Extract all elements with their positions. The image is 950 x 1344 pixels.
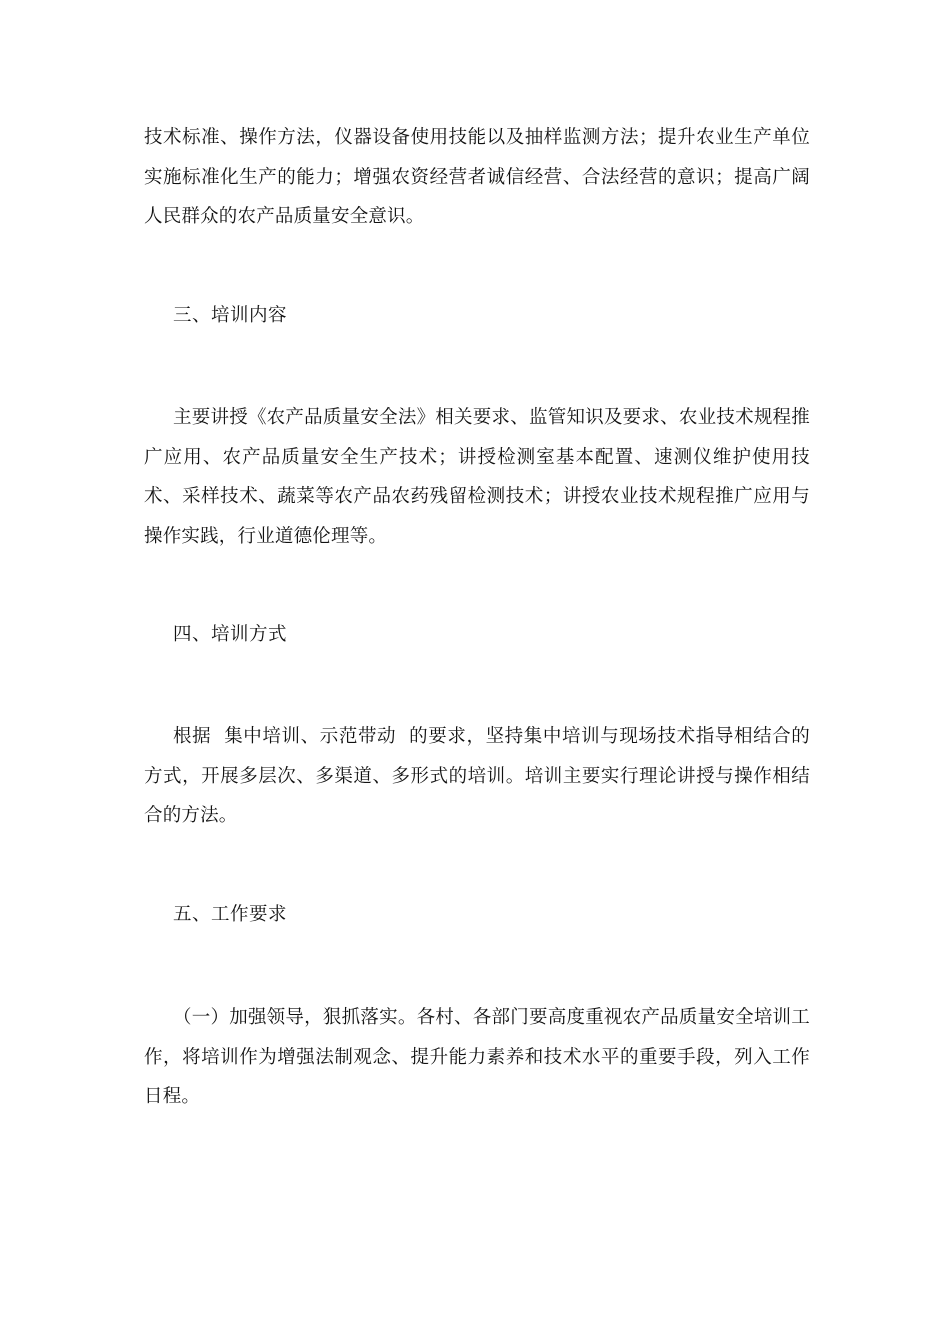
section-3-heading: 三、培训内容	[173, 305, 288, 326]
section-5-item-1: （一）加强领导，狠抓落实。各村、各部门要高度重视农产品质量安全培训工作，将培训作为增强法制观念、提升能力素养和技术水平的重要手段，列入工作日程。	[144, 1007, 810, 1107]
paragraph-intro-continuation: 技术标准、操作方法，仪器设备使用技能以及抽样监测方法；提升农业生产单位实施标准化生产的能力；增强农资经营者诚信经营、合法经营的意识；提高广阔人民群众的农产品质量安全意识。	[144, 127, 810, 227]
section-5-heading: 五、工作要求	[173, 904, 288, 925]
section-3-body: 主要讲授《农产品质量安全法》相关要求、监管知识及要求、农业技术规程推广应用、农产品质量安全生产技术；讲授检测室基本配置、速测仪维护使用技术、采样技术、蔬菜等农产品农药残留检测技术；讲授农业技术规程推广应用与操作实践，行业道德伦理等。	[144, 407, 810, 547]
section-4-heading: 四、培训方式	[173, 624, 288, 645]
section-4-body: 根据 集中培训、示范带动 的要求，坚持集中培训与现场技术指导相结合的方式，开展多层次、多渠道、多形式的培训。培训主要实行理论讲授与操作相结合的方法。	[144, 726, 810, 826]
